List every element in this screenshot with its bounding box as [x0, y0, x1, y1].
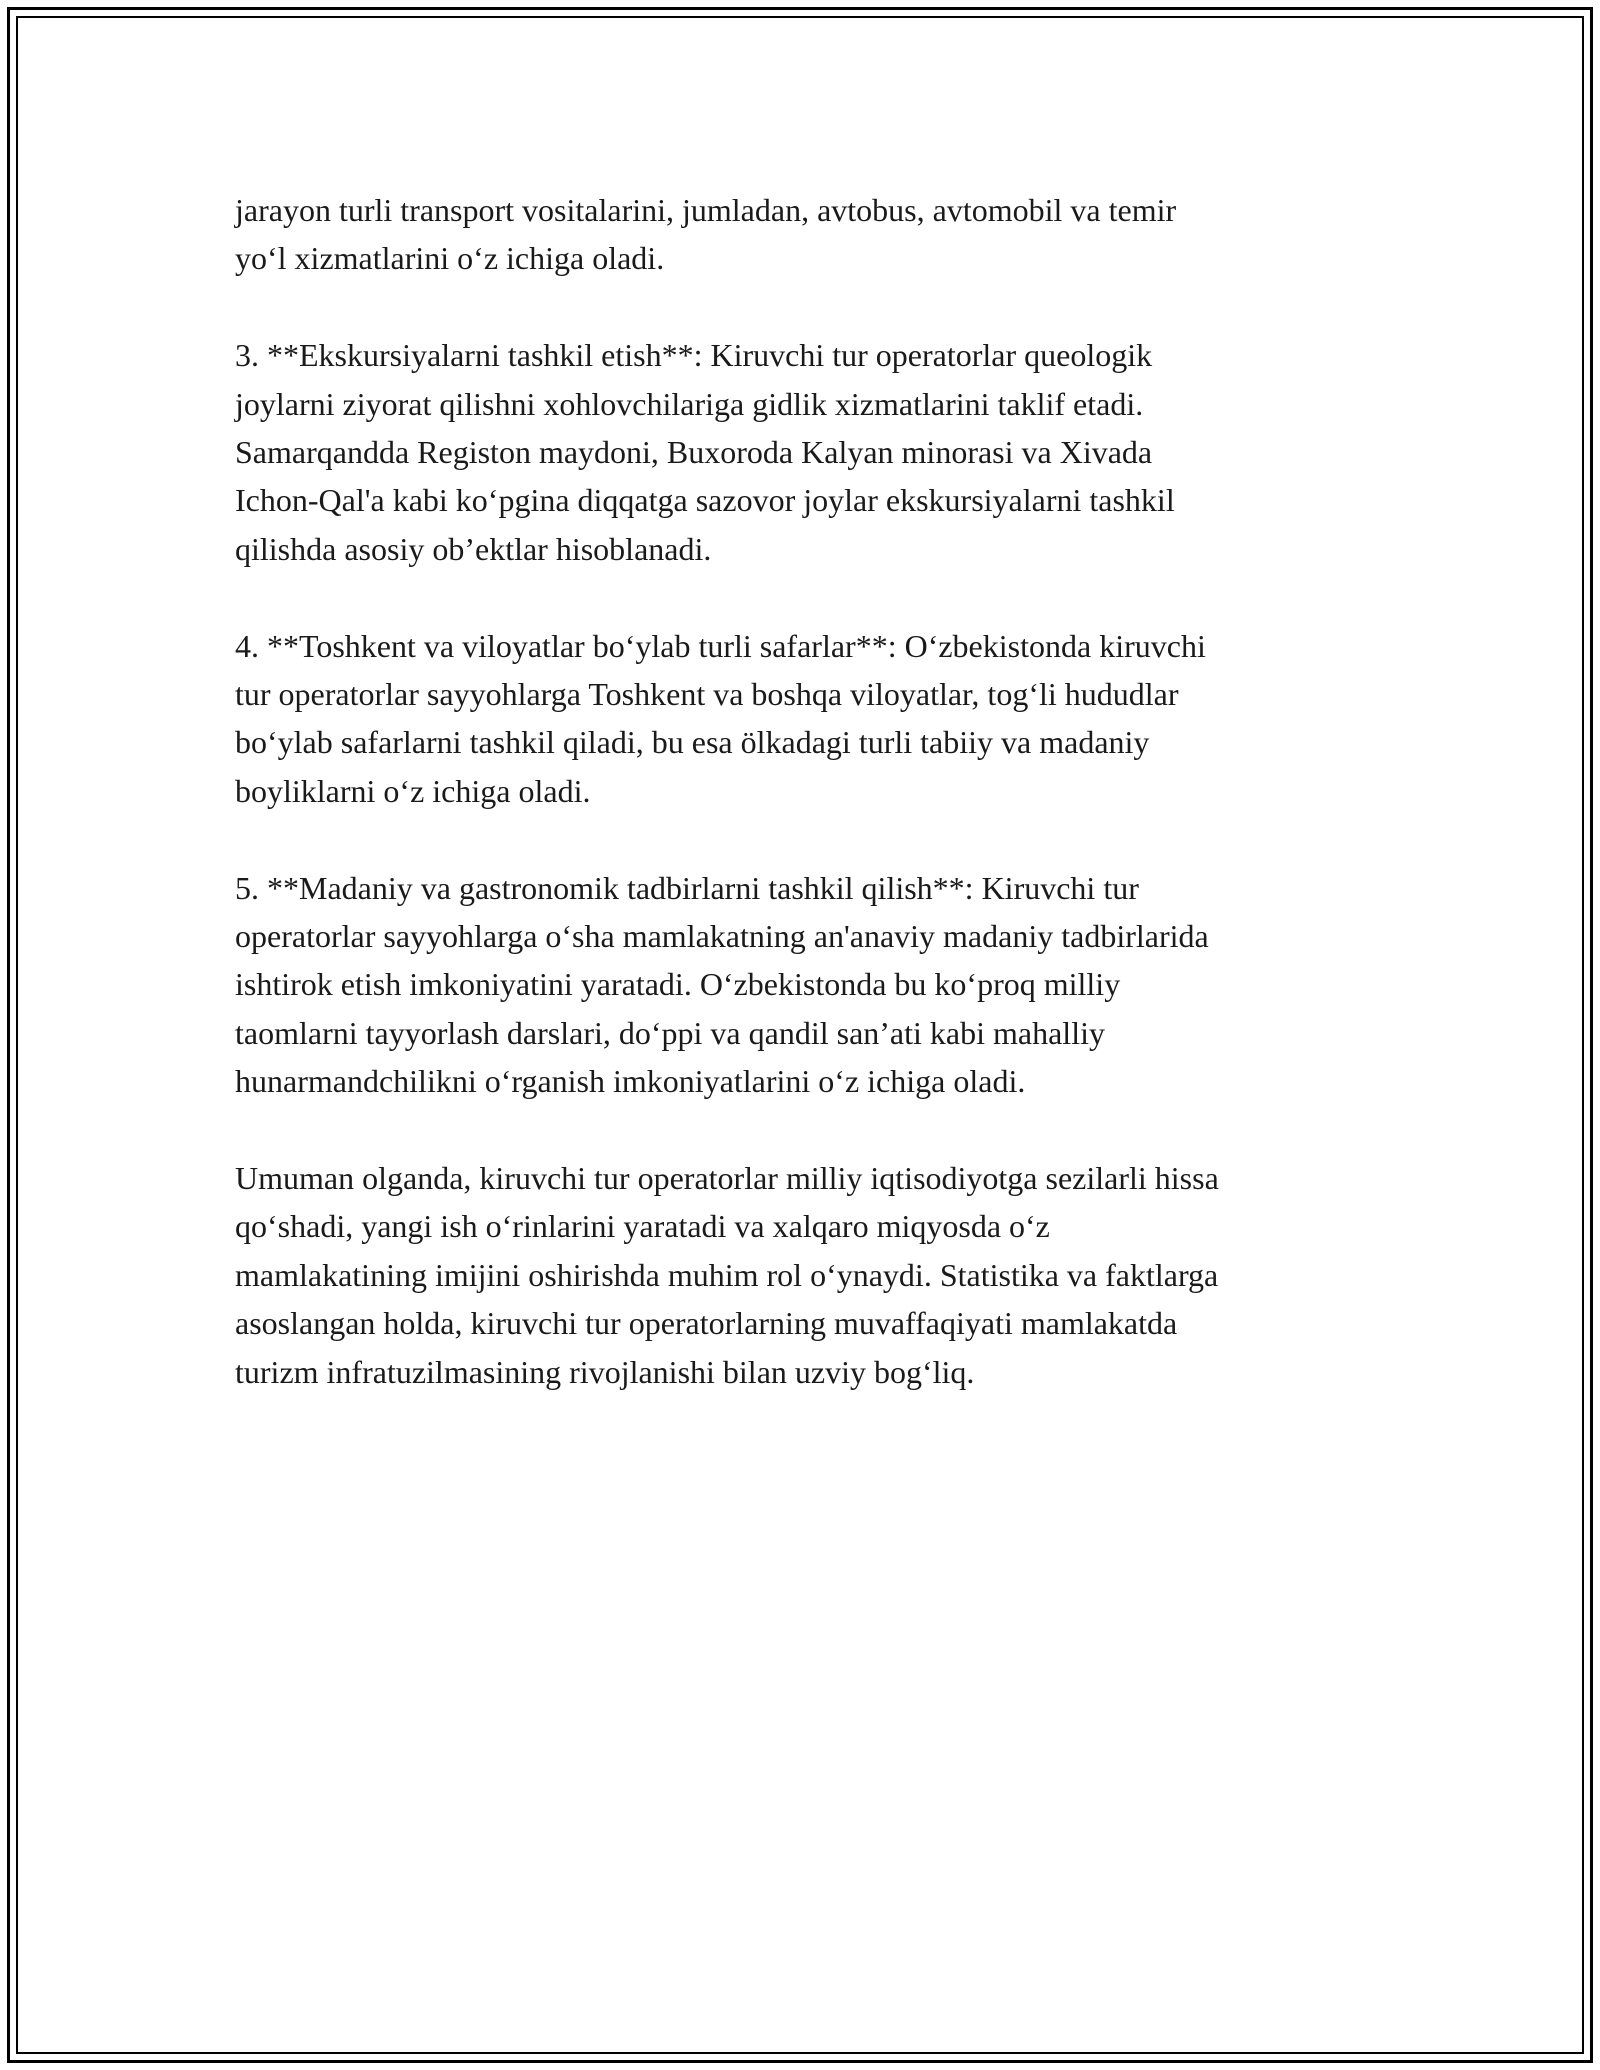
paragraph-item-3-excursions: 3. **Ekskursiyalarni tashkil etish**: Kiruvchi tur operatorlar queologik joylarni ziyorat qilishni xohlovchilariga gidlik xizmatlarini taklif etadi. Samarqandda Registon maydoni, Buxoroda Kalyan minorasi va Xivada Ichon-Qal'a kabi ko‘pgina diqqatga sazovor joylar ekskursiyalarni tashkil qilishda asosiy ob’ektlar hisoblanadi.: [235, 337, 1175, 567]
paragraph-continuation: jarayon turli transport vositalarini, jumladan, avtobus, avtomobil va temir yo‘l xizmatlarini o‘z ichiga oladi.: [235, 192, 1177, 277]
paragraph-item-4-trips: 4. **Toshkent va viloyatlar bo‘ylab turli safarlar**: O‘zbekistonda kiruvchi tur operatorlar sayyohlarga Toshkent va boshqa viloyatlar, tog‘li hududlar bo‘ylab safarlarni tashkil qiladi, bu esa ölkadagi turli tabiiy va madaniy boyliklarni o‘z ichiga oladi.: [235, 627, 1206, 809]
document-body: [235, 186, 1375, 1444]
paragraph-conclusion: Umuman olganda, kiruvchi tur operatorlar milliy iqtisodiyotga sezilarli hissa qo‘shadi, yangi ish o‘rinlarini yaratadi va xalqaro miqyosda o‘z mamlakatining imijini oshirishda muhim rol o‘ynaydi. Statistika va faktlarga asoslangan holda, kiruvchi tur operatorlarning muvaffaqiyati mamlakatda turizm infratuzilmasining rivojlanishi bilan uzviy bog‘liq.: [235, 1160, 1219, 1390]
paragraph-item-5-cultural-events: 5. **Madaniy va gastronomik tadbirlarni tashkil qilish**: Kiruvchi tur operatorlar sayyohlarga o‘sha mamlakatning an'anaviy madaniy tadbirlarida ishtirok etish imkoniyatini yaratadi. O‘zbekistonda bu ko‘proq milliy taomlarni tayyorlash darslari, do‘ppi va qandil san’ati kabi mahalliy hunarmandchilikni o‘rganish imkoniyatlarini o‘z ichiga oladi.: [235, 869, 1209, 1100]
